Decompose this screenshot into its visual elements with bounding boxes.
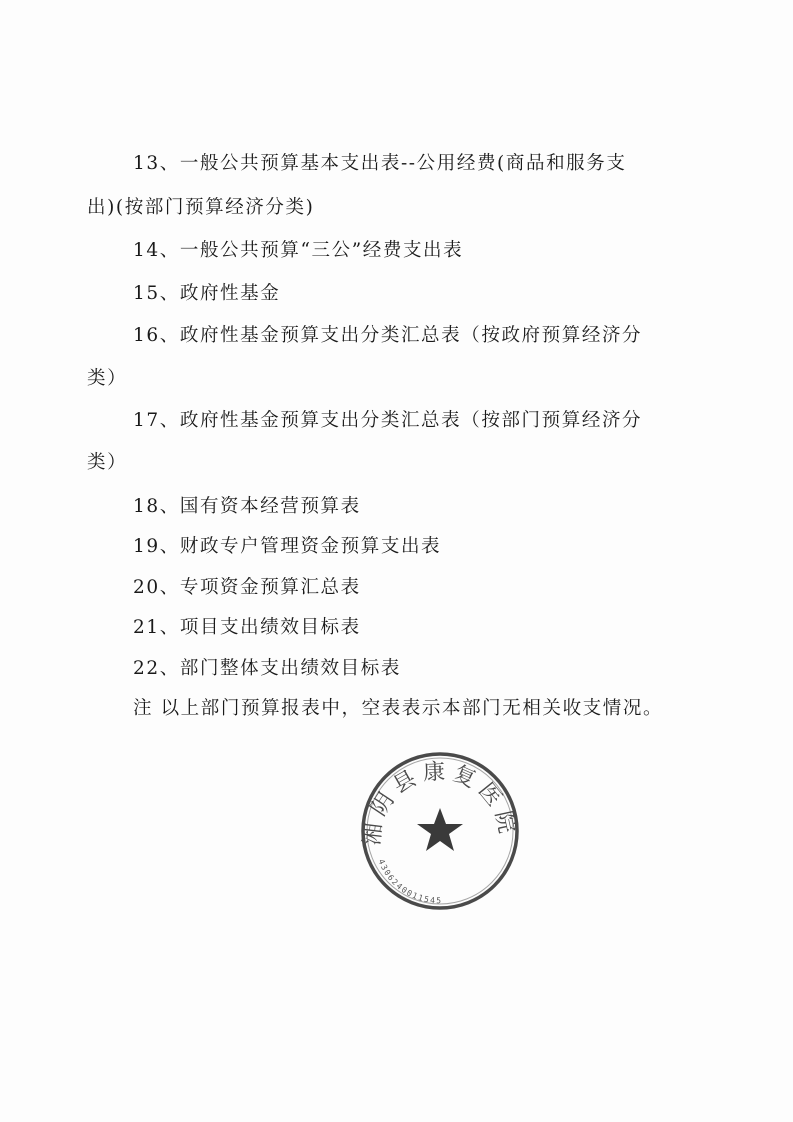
item-18-text: 国有资本经营预算表 bbox=[179, 496, 361, 517]
list-item-13 bbox=[133, 152, 626, 176]
item-17-number: 17、 bbox=[133, 410, 180, 431]
list-item-16 bbox=[133, 324, 642, 348]
item-16-number: 16、 bbox=[133, 325, 180, 346]
item-21-number: 21、 bbox=[133, 617, 180, 638]
item-13-number: 13、 bbox=[133, 153, 180, 174]
item-15-text: 政府性基金 bbox=[179, 283, 281, 304]
item-20-number: 20、 bbox=[133, 577, 180, 598]
item-13-text-cont: 出)(按部门预算经济分类) bbox=[87, 197, 315, 218]
item-19-text: 财政专户管理资金预算支出表 bbox=[179, 536, 442, 557]
footnote bbox=[133, 697, 663, 721]
list-item-20 bbox=[133, 576, 361, 600]
list-item-19 bbox=[133, 535, 441, 559]
list-item-16-continuation bbox=[87, 367, 127, 391]
seal-name-text: 湘阴县康复医院 bbox=[359, 759, 521, 847]
item-21-text: 项目支出绩效目标表 bbox=[179, 617, 361, 638]
seal-serial-text: 4306240011545 bbox=[376, 857, 443, 906]
list-item-13-continuation bbox=[87, 196, 314, 220]
list-item-17-continuation bbox=[87, 451, 127, 475]
item-22-number: 22、 bbox=[133, 658, 180, 679]
list-item-14 bbox=[133, 239, 463, 263]
item-13-text: 一般公共预算基本支出表--公用经费(商品和服务支 bbox=[179, 153, 627, 174]
item-17-text-cont: 类） bbox=[87, 452, 128, 473]
list-item-17 bbox=[133, 409, 642, 433]
item-16-text-cont: 类） bbox=[87, 368, 128, 389]
footnote-text: 注 以上部门预算报表中，空表表示本部门无相关收支情况。 bbox=[133, 698, 664, 719]
item-14-number: 14、 bbox=[133, 240, 180, 261]
item-19-number: 19、 bbox=[133, 536, 180, 557]
item-16-text: 政府性基金预算支出分类汇总表（按政府预算经济分 bbox=[179, 325, 643, 346]
item-14-text: 一般公共预算“三公”经费支出表 bbox=[179, 240, 464, 261]
seal-star-icon bbox=[417, 808, 463, 851]
official-seal bbox=[359, 750, 521, 912]
item-20-text: 专项资金预算汇总表 bbox=[179, 577, 361, 598]
item-15-number: 15、 bbox=[133, 283, 180, 304]
item-17-text: 政府性基金预算支出分类汇总表（按部门预算经济分 bbox=[179, 410, 643, 431]
item-22-text: 部门整体支出绩效目标表 bbox=[179, 658, 401, 679]
list-item-22 bbox=[133, 657, 401, 681]
seal-graphic bbox=[359, 750, 521, 912]
list-item-18 bbox=[133, 495, 361, 519]
item-18-number: 18、 bbox=[133, 496, 180, 517]
list-item-21 bbox=[133, 616, 361, 640]
list-item-15 bbox=[133, 282, 280, 306]
